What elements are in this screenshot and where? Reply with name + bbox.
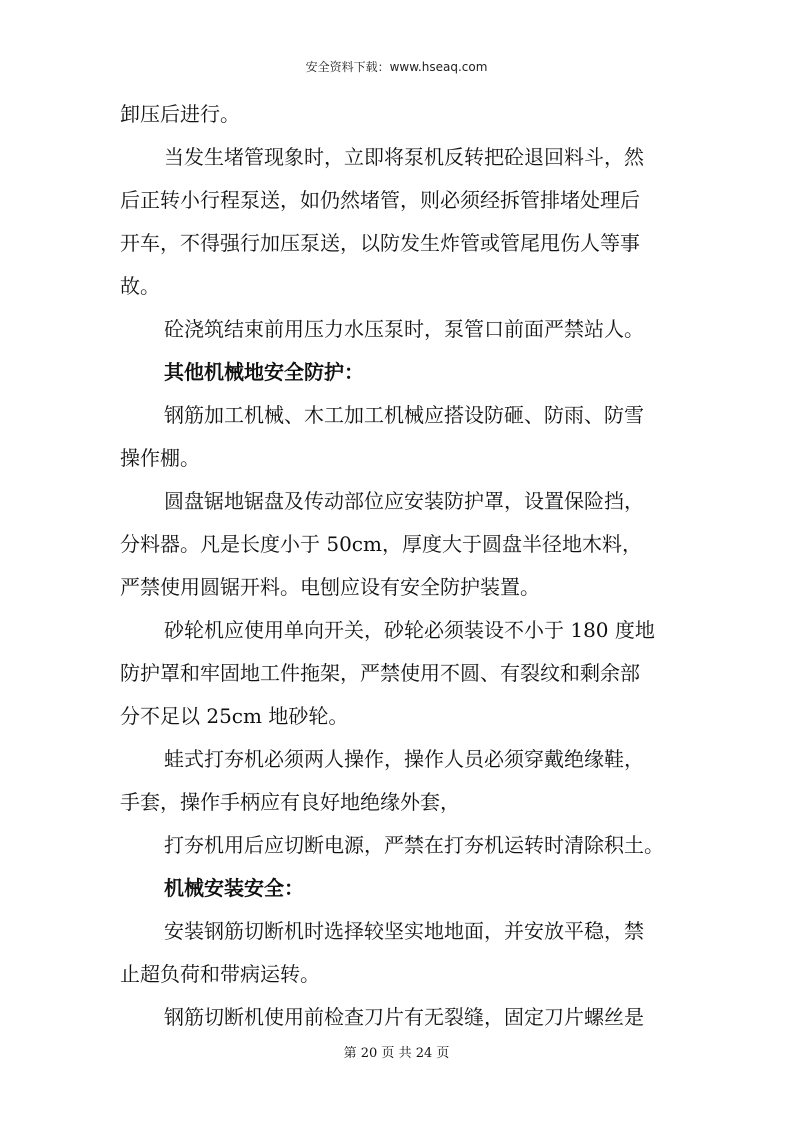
body-line: 分不足以 25cm 地砂轮。 (120, 704, 349, 728)
page-header: 安全资料下载：www.hseaq.com (305, 60, 488, 74)
body-line: 砼浇筑结束前用压力水压泵时，泵管口前面严禁站人。 (164, 317, 644, 341)
body-line: 故。 (120, 274, 160, 298)
body-line: 卸压后进行。 (120, 102, 240, 126)
page-footer: 第 20 页 共 24 页 (343, 1046, 450, 1061)
body-line: 圆盘锯地锯盘及传动部位应安装防护罩，设置保险挡， (164, 489, 644, 513)
body-line: 钢筋加工机械、木工加工机械应搭设防砸、防雨、防雪 (164, 403, 644, 427)
body-line: 开车，不得强行加压泵送，以防发生炸管或管尾甩伤人等事 (120, 231, 640, 255)
body-line: 操作棚。 (120, 446, 200, 470)
section-heading: 机械安装安全： (164, 876, 304, 900)
body-line: 蛙式打夯机必须两人操作，操作人员必须穿戴绝缘鞋， (164, 747, 644, 771)
body-line: 安装钢筋切断机时选择较坚实地地面，并安放平稳，禁 (164, 919, 644, 943)
body-line: 严禁使用圆锯开料。电刨应设有安全防护装置。 (120, 575, 540, 599)
body-line: 后正转小行程泵送，如仍然堵管，则必须经拆管排堵处理后 (120, 188, 640, 212)
body-line: 钢筋切断机使用前检查刀片有无裂缝，固定刀片螺丝是 (164, 1005, 644, 1029)
section-heading: 其他机械地安全防护： (164, 360, 364, 384)
body-line: 砂轮机应使用单向开关，砂轮必须装设不小于 180 度地 (164, 618, 655, 642)
body-line: 当发生堵管现象时，立即将泵机反转把砼退回料斗，然 (164, 145, 644, 169)
body-line: 防护罩和牢固地工件拖架，严禁使用不圆、有裂纹和剩余部 (120, 661, 640, 685)
body-line: 分料器。凡是长度小于 50cm，厚度大于圆盘半径地木料， (120, 532, 642, 556)
body-line: 打夯机用后应切断电源，严禁在打夯机运转时清除积土。 (164, 833, 664, 857)
body-line: 止超负荷和带病运转。 (120, 962, 320, 986)
body-line: 手套，操作手柄应有良好地绝缘外套， (120, 790, 460, 814)
